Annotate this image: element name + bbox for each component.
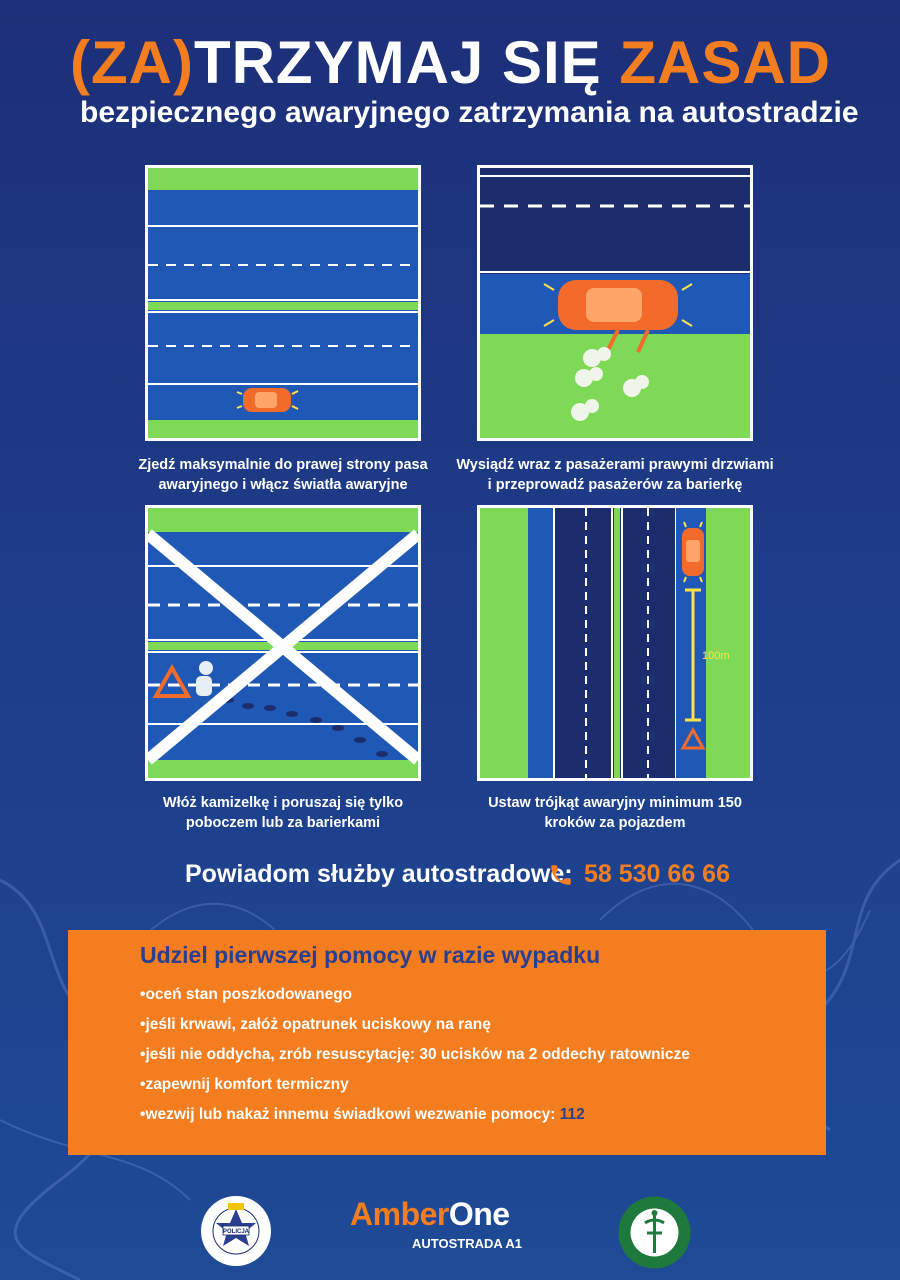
title-middle: TRZYMAJ SIĘ — [193, 29, 620, 96]
police-badge-text: POLICJA — [222, 1229, 250, 1235]
amberone-logo — [350, 1196, 523, 1251]
step-2-caption-line2: i przeprowadź pasażerów za barierkę — [487, 477, 743, 493]
first-aid-item-5: wezwij lub nakaż innemu świadkowi wezwanie pomocy: — [145, 1106, 560, 1123]
first-aid-list — [140, 980, 690, 1130]
phone-number: 58 530 66 66 — [584, 860, 730, 888]
notify-label: Powiadom służby autostradowe: — [185, 860, 573, 888]
page-title — [70, 28, 831, 98]
first-aid-item-2: jeśli krwawi, załóż opatrunek uciskowy na ranę — [145, 1016, 491, 1033]
step-4-caption-line1: Ustaw trójkąt awaryjny minimum 150 — [488, 795, 742, 811]
list-item: •jeśli krwawi, załóż opatrunek uciskowy na ranę — [140, 1016, 491, 1033]
first-aid-title: Udziel pierwszej pomocy w razie wypadku — [140, 942, 601, 968]
emergency-number: 112 — [559, 1106, 585, 1123]
step-4-caption-line2: kroków za pojazdem — [544, 815, 686, 831]
step-3-caption-line2: poboczem lub za barierkami — [185, 815, 381, 831]
distance-label: 100m — [702, 650, 730, 662]
car-icon — [237, 388, 298, 412]
step-1-illustration — [148, 168, 418, 438]
first-aid-box — [68, 930, 826, 1155]
step-3-caption — [118, 793, 448, 833]
step-2-caption-line1: Wysiądź wraz z pasażerami prawymi drzwiami — [456, 457, 774, 473]
phone-icon — [548, 862, 574, 888]
list-item: •oceń stan poszkodowanego — [140, 986, 353, 1003]
step-4-caption — [450, 793, 780, 833]
step-1-caption — [118, 455, 448, 495]
first-aid-item-1: oceń stan poszkodowanego — [145, 986, 353, 1003]
page-subtitle: bezpiecznego awaryjnego zatrzymania na autostradzie — [80, 96, 859, 129]
title-highlight: ZASAD — [619, 29, 832, 96]
step-1-caption-line2: awaryjnego i włącz światła awaryjne — [158, 477, 408, 493]
phone-number-link[interactable] — [548, 860, 730, 889]
inspection-logo — [617, 1195, 692, 1270]
police-logo — [200, 1195, 272, 1267]
title-prefix: (ZA) — [70, 29, 194, 96]
brand-subtitle: AUTOSTRADA A1 — [412, 1236, 523, 1251]
step-2-caption — [450, 455, 780, 495]
list-item: •jeśli nie oddycha, zrób resuscytację: 30 ucisków na 2 oddechy ratownicze — [140, 1046, 690, 1063]
step-3-caption-line1: Włóż kamizelkę i poruszaj się tylko — [162, 795, 404, 811]
first-aid-item-3: jeśli nie oddycha, zrób resuscytację: 30 ucisków na 2 oddechy ratownicze — [145, 1046, 690, 1063]
brand-amber: Amber — [350, 1196, 449, 1232]
step-3-illustration — [148, 508, 418, 778]
step-1-caption-line1: Zjedź maksymalnie do prawej strony pasa — [138, 457, 428, 473]
step-2-illustration — [480, 168, 750, 438]
brand-one: One — [448, 1196, 510, 1232]
car-icon — [682, 522, 704, 582]
list-item: •zapewnij komfort termiczny — [140, 1076, 349, 1093]
step-4-illustration — [480, 508, 750, 778]
first-aid-item-4: zapewnij komfort termiczny — [145, 1076, 349, 1093]
list-item: •wezwij lub nakaż innemu świadkowi wezwanie pomocy: 112 — [140, 1106, 585, 1123]
